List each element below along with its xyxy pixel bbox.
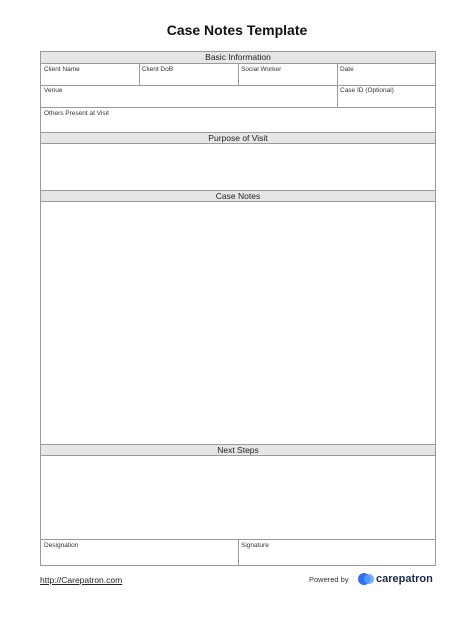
page-title: Case Notes Template	[166, 22, 308, 38]
section-header-next-steps: Next Steps	[41, 444, 435, 456]
client-dob-field-label: Client DoB	[142, 66, 174, 73]
divider	[238, 63, 239, 85]
carepatron-logo-icon	[358, 572, 375, 586]
next-steps-area[interactable]	[41, 456, 435, 539]
section-header-case-notes: Case Notes	[41, 190, 435, 202]
venue-field-label: Venue	[44, 87, 63, 94]
carepatron-link[interactable]: http://Carepatron.com	[40, 575, 123, 585]
others-present-field-label: Others Present at Visit	[44, 110, 109, 117]
divider	[139, 63, 140, 85]
divider	[238, 539, 239, 566]
row-divider	[41, 107, 435, 108]
social-worker-field-label: Social Worker	[241, 66, 282, 73]
carepatron-brand-text: carepatron	[376, 573, 433, 585]
purpose-of-visit-area[interactable]	[41, 144, 435, 190]
designation-field-label: Designation	[44, 542, 79, 549]
section-header-purpose-of-visit: Purpose of Visit	[41, 132, 435, 144]
case-id-field-label: Case ID (Optional)	[340, 87, 394, 94]
case-notes-area[interactable]	[41, 202, 435, 444]
case-notes-form	[40, 51, 436, 566]
signature-field-label: Signature	[241, 542, 269, 549]
section-header-basic-information: Basic Information	[41, 52, 435, 64]
client-name-field-label: Client Name	[44, 66, 80, 73]
powered-by-text: Powered by	[309, 575, 349, 584]
row-divider	[41, 85, 435, 86]
date-field-label: Date	[340, 66, 354, 73]
